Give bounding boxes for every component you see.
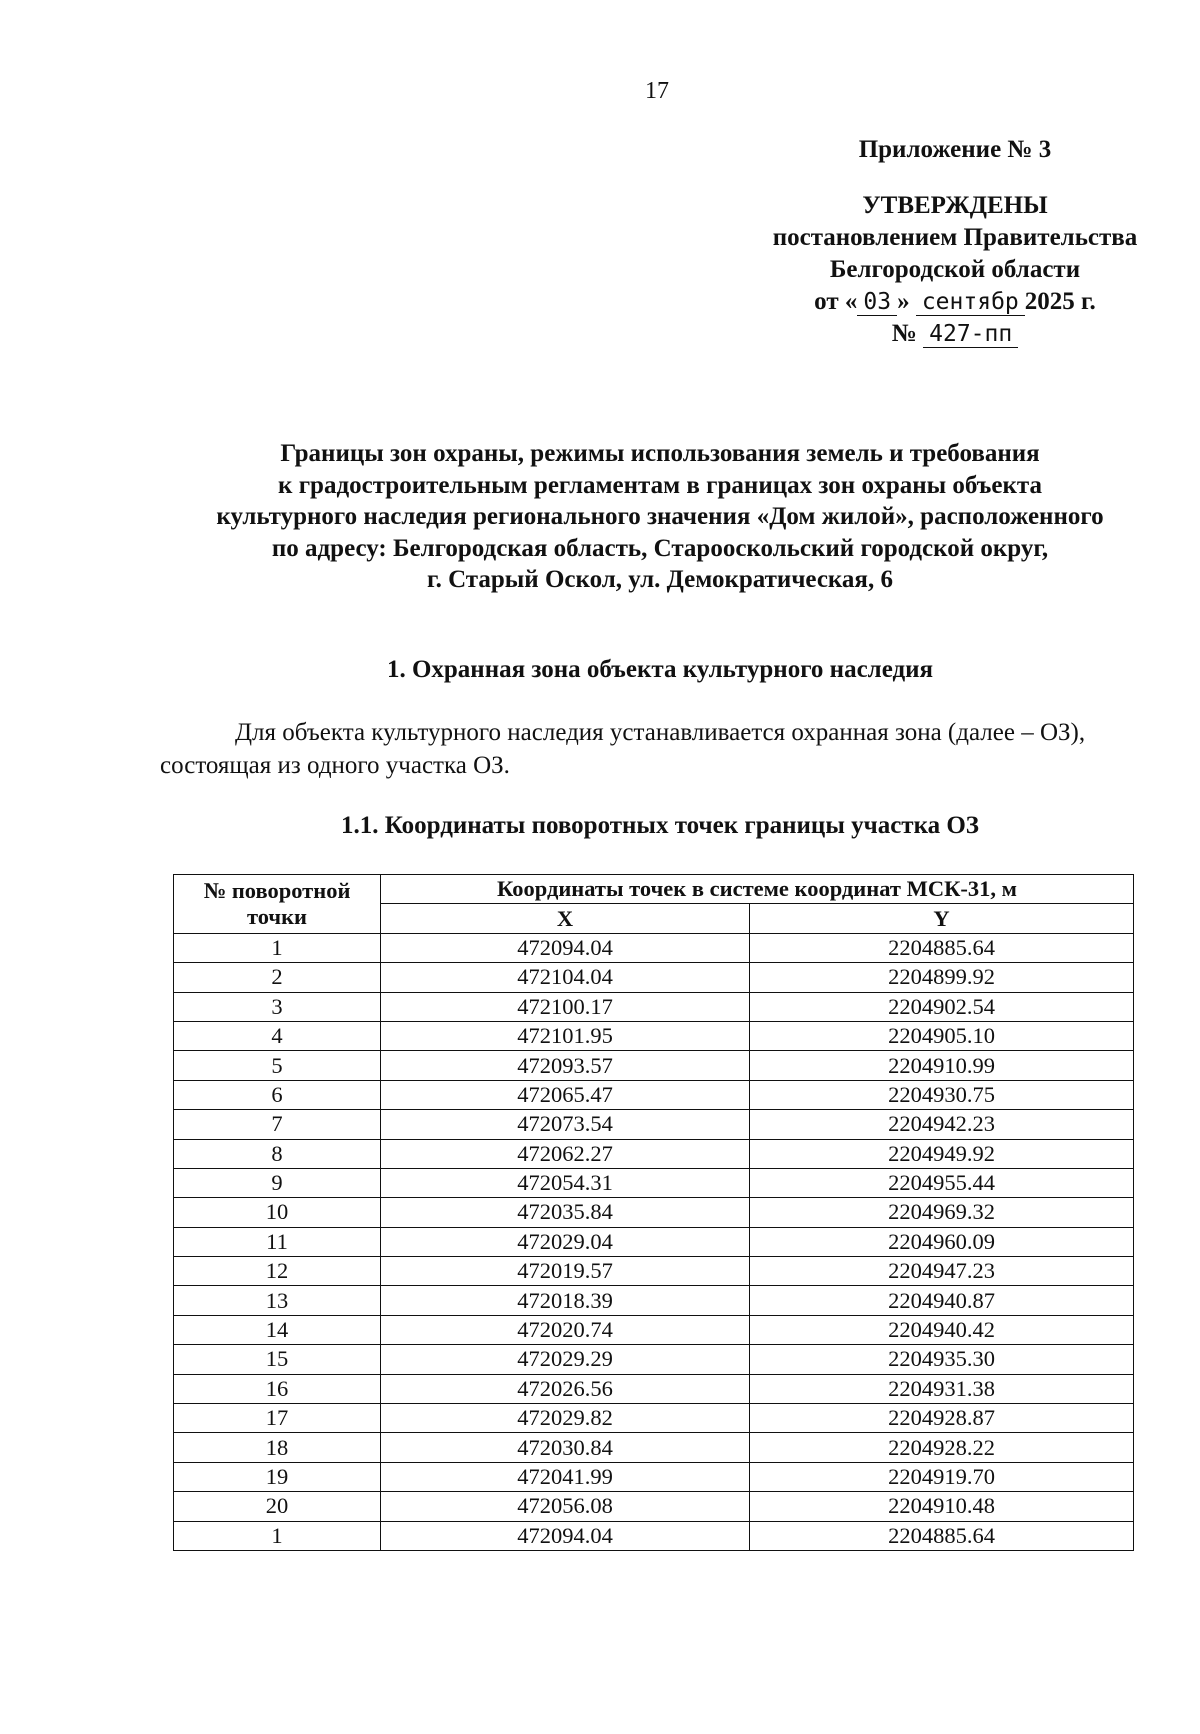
table-row: [174, 1168, 1134, 1197]
cell-point-number: 18: [174, 1433, 381, 1462]
paragraph-line: Для объекта культурного наследия устанавливается охранная зона (далее – ОЗ),: [235, 719, 1086, 746]
appendix-label: Приложение № 3: [858, 136, 1052, 163]
cell-y: 2204899.92: [750, 963, 1134, 992]
table-row: [174, 1021, 1134, 1050]
cell-x: 472029.29: [381, 1345, 750, 1374]
cell-y: 2204930.75: [750, 1080, 1134, 1109]
cell-y: 2204969.32: [750, 1198, 1134, 1227]
table-row: [174, 1139, 1134, 1168]
cell-x: 472093.57: [381, 1051, 750, 1080]
cell-point-number: 15: [174, 1345, 381, 1374]
cell-y: 2204885.64: [750, 933, 1134, 962]
cell-y: 2204940.42: [750, 1315, 1134, 1344]
title-line: культурного наследия регионального значения «Дом жилой», расположенного: [216, 503, 1104, 530]
table-row: [174, 1345, 1134, 1374]
cell-point-number: 11: [174, 1227, 381, 1256]
cell-point-number: 20: [174, 1492, 381, 1521]
cell-y: 2204947.23: [750, 1257, 1134, 1286]
cell-x: 472029.82: [381, 1404, 750, 1433]
table-row: [174, 1051, 1134, 1080]
header-coordinates: Координаты точек в системе координат МСК-31, м: [381, 875, 1134, 904]
table-body: [174, 933, 1134, 1550]
spacer: [720, 166, 1190, 190]
paragraph-line: состоящая из одного участка ОЗ.: [160, 752, 510, 779]
subsection-heading: 1.1. Координаты поворотных точек границы участка ОЗ: [341, 812, 979, 839]
cell-point-number: 19: [174, 1462, 381, 1491]
date-day: 03: [857, 289, 897, 316]
table-row: [174, 1257, 1134, 1286]
cell-x: 472062.27: [381, 1139, 750, 1168]
table-row: [174, 933, 1134, 962]
title-line: к градостроительным регламентам в границах зон охраны объекта: [278, 471, 1042, 499]
cell-y: 2204928.87: [750, 1404, 1134, 1433]
cell-point-number: 10: [174, 1198, 381, 1227]
cell-x: 472020.74: [381, 1315, 750, 1344]
coordinates-table: [173, 874, 1134, 1551]
date-suffix: 2025 г.: [1024, 288, 1096, 315]
cell-x: 472035.84: [381, 1198, 750, 1227]
cell-x: 472094.04: [381, 1521, 750, 1550]
cell-x: 472056.08: [381, 1492, 750, 1521]
cell-y: 2204931.38: [750, 1374, 1134, 1403]
header-point-number: [174, 875, 381, 934]
cell-point-number: 6: [174, 1080, 381, 1109]
header-point-number-line1: № поворотной: [203, 877, 351, 903]
title-line: г. Старый Оскол, ул. Демократическая, 6: [427, 566, 893, 593]
cell-point-number: 1: [174, 933, 381, 962]
table-row: [174, 963, 1134, 992]
table-row: [174, 1433, 1134, 1462]
approval-date: [720, 286, 1190, 318]
cell-x: 472041.99: [381, 1462, 750, 1491]
cell-point-number: 2: [174, 963, 381, 992]
cell-x: 472019.57: [381, 1257, 750, 1286]
table-row: [174, 1080, 1134, 1109]
approval-number: [720, 318, 1190, 350]
cell-x: 472026.56: [381, 1374, 750, 1403]
table-row: [174, 1110, 1134, 1139]
cell-y: 2204949.92: [750, 1139, 1134, 1168]
approval-block: [720, 134, 1190, 350]
title-line: по адресу: Белгородская область, Старооскольский городской округ,: [271, 534, 1049, 562]
header-x: X: [381, 904, 750, 933]
table-row: [174, 1462, 1134, 1491]
cell-point-number: 9: [174, 1168, 381, 1197]
date-mid: »: [897, 288, 910, 315]
cell-y: 2204885.64: [750, 1521, 1134, 1550]
cell-y: 2204910.99: [750, 1051, 1134, 1080]
title-line: Границы зон охраны, режимы использования земель и требования: [280, 440, 1040, 467]
cell-y: 2204905.10: [750, 1021, 1134, 1050]
cell-point-number: 1: [174, 1521, 381, 1550]
cell-x: 472104.04: [381, 963, 750, 992]
cell-point-number: 16: [174, 1374, 381, 1403]
table-row: [174, 1198, 1134, 1227]
date-month: сентябр: [916, 289, 1025, 316]
section-heading: 1. Охранная зона объекта культурного наследия: [386, 656, 934, 683]
header-y: Y: [750, 904, 1134, 933]
header-point-number-line2: точки: [246, 903, 308, 929]
cell-point-number: 3: [174, 992, 381, 1021]
cell-point-number: 17: [174, 1404, 381, 1433]
table-row: [174, 1404, 1134, 1433]
approved-by-region: Белгородской области: [829, 256, 1081, 283]
cell-point-number: 5: [174, 1051, 381, 1080]
cell-x: 472073.54: [381, 1110, 750, 1139]
document-title: [140, 438, 1180, 596]
date-prefix: от «: [814, 288, 858, 315]
cell-y: 2204928.22: [750, 1433, 1134, 1462]
number-prefix: №: [891, 320, 917, 347]
cell-x: 472030.84: [381, 1433, 750, 1462]
cell-x: 472100.17: [381, 992, 750, 1021]
cell-point-number: 12: [174, 1257, 381, 1286]
cell-y: 2204960.09: [750, 1227, 1134, 1256]
cell-x: 472065.47: [381, 1080, 750, 1109]
cell-y: 2204955.44: [750, 1168, 1134, 1197]
cell-point-number: 14: [174, 1315, 381, 1344]
table-row: [174, 1286, 1134, 1315]
cell-x: 472018.39: [381, 1286, 750, 1315]
table-row: [174, 1227, 1134, 1256]
approved-by-line: постановлением Правительства: [772, 224, 1138, 251]
table-row: [174, 1521, 1134, 1550]
cell-y: 2204940.87: [750, 1286, 1134, 1315]
table-row: [174, 1492, 1134, 1521]
cell-y: 2204919.70: [750, 1462, 1134, 1491]
cell-y: 2204902.54: [750, 992, 1134, 1021]
cell-point-number: 8: [174, 1139, 381, 1168]
table-row: [174, 1315, 1134, 1344]
cell-point-number: 7: [174, 1110, 381, 1139]
cell-x: 472029.04: [381, 1227, 750, 1256]
cell-x: 472054.31: [381, 1168, 750, 1197]
cell-point-number: 4: [174, 1021, 381, 1050]
table-header-row: [174, 875, 1134, 904]
cell-y: 2204910.48: [750, 1492, 1134, 1521]
cell-y: 2204935.30: [750, 1345, 1134, 1374]
table-row: [174, 992, 1134, 1021]
cell-y: 2204942.23: [750, 1110, 1134, 1139]
body-paragraph: [160, 716, 1160, 782]
table-row: [174, 1374, 1134, 1403]
page-number: 17: [645, 78, 669, 104]
number-value: 427-пп: [923, 321, 1018, 348]
cell-x: 472101.95: [381, 1021, 750, 1050]
approved-label: УТВЕРЖДЕНЫ: [862, 192, 1048, 219]
cell-point-number: 13: [174, 1286, 381, 1315]
cell-x: 472094.04: [381, 933, 750, 962]
